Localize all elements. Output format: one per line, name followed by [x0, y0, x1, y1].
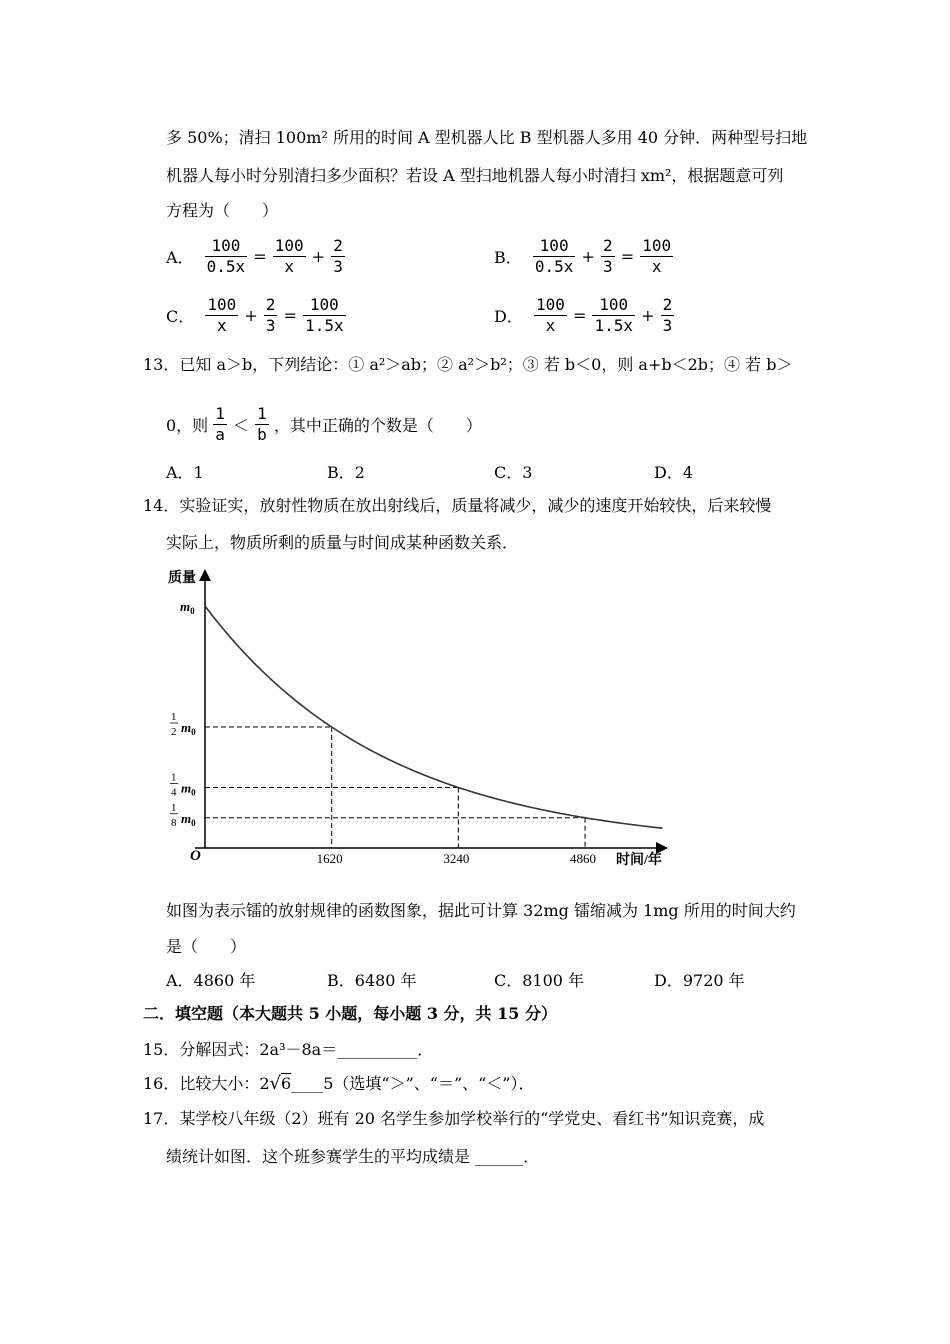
numerator: 100: [592, 295, 635, 316]
fraction: [205, 295, 238, 336]
numerator: 2: [662, 295, 673, 314]
fraction: [533, 236, 576, 277]
denominator: 3: [602, 257, 613, 276]
numerator: 100: [642, 236, 672, 255]
q14-after1: 如图为表示镭的放射规律的函数图象，据此可计算 32mg 镭缩减为 1mg 所用的时间大约: [166, 901, 796, 920]
option-label: A．: [166, 248, 194, 267]
numerator: 1: [257, 404, 267, 423]
q12-line3: 方程为（ ）: [166, 201, 279, 220]
q14-option-c[interactable]: C．8100 年: [494, 971, 585, 990]
q12-option-a[interactable]: [166, 236, 345, 277]
y-tick-m0: $m_0$: [180, 599, 195, 616]
denominator: 1.5x: [594, 316, 633, 335]
y-tick-m0: $m_0$: [181, 720, 196, 737]
numerator: 100: [207, 295, 237, 314]
q16-radicand: 6: [281, 1074, 292, 1093]
fraction: [264, 295, 278, 336]
denominator: a: [215, 425, 225, 444]
numerator: 100: [274, 236, 304, 255]
numerator: 100: [303, 295, 346, 316]
q17-line2: 绩统计如图．这个班参赛学生的平均成绩是 ______．: [166, 1147, 540, 1166]
operator: =: [253, 247, 267, 266]
operator: +: [244, 306, 258, 325]
q14-line2: 实际上，物质所剩的质量与时间成某种函数关系．: [166, 533, 519, 552]
denominator: b: [257, 425, 267, 444]
operator: =: [620, 247, 635, 266]
fraction: [255, 404, 269, 445]
y-tick-label: [170, 772, 196, 799]
fraction: [303, 295, 346, 336]
fraction: [601, 236, 615, 277]
q16-pre: 16．比较大小：2: [143, 1074, 270, 1093]
numerator: 100: [535, 295, 565, 314]
y-tick-numerator: 1: [171, 771, 177, 784]
y-tick-denominator: 8: [171, 816, 177, 829]
q14-option-d[interactable]: D．9720 年: [654, 971, 745, 990]
q14-option-b[interactable]: B．6480 年: [327, 971, 417, 990]
q12-line2: 机器人每小时分别清扫多少面积？若设 A 型扫地机器人每小时清扫 xm²，根据题意可列: [166, 166, 784, 185]
denominator: x: [284, 257, 295, 276]
q17-line1: 17．某学校八年级（2）班有 20 名学生参加学校举行的“学党史、看红书”知识竞赛，成: [143, 1109, 765, 1128]
y-tick-denominator: 4: [171, 786, 177, 799]
x-axis-label: 时间/年: [616, 853, 662, 868]
operator: =: [572, 306, 587, 325]
decay-curve: [205, 606, 663, 828]
fraction: [205, 236, 248, 277]
denominator: x: [216, 316, 227, 335]
operator: +: [641, 306, 655, 325]
fraction: [661, 295, 675, 336]
numerator: 100: [205, 236, 248, 257]
y-tick-label: [170, 802, 196, 829]
q12-option-b[interactable]: [494, 236, 673, 277]
fraction: [592, 295, 635, 336]
option-label: C．: [166, 307, 195, 326]
denominator: 3: [333, 257, 343, 276]
fraction: [213, 404, 227, 445]
q13-option-d[interactable]: D．4: [654, 463, 694, 482]
operator: ＜: [233, 416, 250, 435]
option-label: B．: [494, 248, 522, 267]
y-tick-numerator: 1: [171, 711, 177, 723]
section2-heading: 二．填空题（本大题共 5 小题，每小题 3 分，共 15 分）: [143, 1004, 557, 1023]
operator: +: [311, 247, 326, 266]
denominator: x: [545, 316, 556, 335]
y-tick-label: [180, 599, 195, 616]
fraction: [273, 236, 306, 277]
denominator: x: [651, 257, 662, 276]
numerator: 2: [333, 236, 343, 255]
y-tick-m0: $m_0$: [181, 780, 196, 798]
y-tick-m0: $m_0$: [181, 810, 196, 828]
q12-option-d[interactable]: [494, 295, 674, 336]
q13-line2: [166, 404, 482, 445]
fraction: [331, 236, 345, 277]
x-tick-label: 4860: [570, 851, 597, 866]
q15: 15．分解因式：2a³－8a＝__________．: [143, 1040, 434, 1059]
numerator: 100: [533, 236, 576, 257]
denominator: 0.5x: [206, 257, 246, 276]
q13-option-c[interactable]: C．3: [494, 463, 533, 482]
operator: +: [581, 247, 595, 266]
y-axis-label: 质量: [168, 571, 196, 586]
q12-option-c[interactable]: [166, 295, 346, 336]
fraction: [640, 236, 673, 277]
q13-option-a[interactable]: A．1: [166, 463, 204, 482]
fraction: [534, 295, 567, 336]
q16-post: ____5（选填“＞”、“＝”、“＜”）．: [291, 1074, 535, 1093]
operator: =: [283, 306, 297, 325]
sqrt-icon: √: [269, 1073, 282, 1094]
q13-line1: 13．已知 a＞b，下列结论：① a²＞ab；② a²＞b²；③ 若 b＜0，则 a+b＜2b；④ 若 b＞: [143, 355, 793, 374]
denominator: 3: [265, 316, 276, 335]
y-tick-numerator: 1: [171, 801, 177, 814]
numerator: 2: [602, 236, 613, 255]
q13-option-b[interactable]: B．2: [327, 463, 365, 482]
q14-line1: 14．实验证实，放射性物质在放出射线后，质量将减少，减少的速度开始较快，后来较慢: [143, 496, 772, 515]
y-tick-label: [170, 711, 196, 738]
q16: [143, 1074, 534, 1094]
origin-label: O: [190, 848, 201, 864]
y-tick-denominator: 2: [171, 726, 177, 738]
numerator: 2: [265, 295, 276, 314]
decay-chart: [160, 562, 680, 872]
q13-post: ，其中正确的个数是（ ）: [273, 416, 482, 435]
x-tick-label: 3240: [443, 851, 470, 866]
x-tick-label: 1620: [316, 851, 343, 866]
q14-after2: 是（ ）: [166, 937, 247, 956]
q13-pre: 0，则: [166, 416, 209, 435]
option-label: D．: [494, 307, 523, 326]
denominator: 3: [662, 316, 673, 335]
numerator: 1: [215, 404, 225, 423]
denominator: 1.5x: [305, 316, 344, 335]
q12-line1: 多 50%；清扫 100m² 所用的时间 A 型机器人比 B 型机器人多用 40 分钟．两种型号扫地: [166, 128, 808, 147]
q14-option-a[interactable]: A．4860 年: [166, 971, 256, 990]
denominator: 0.5x: [534, 257, 574, 276]
